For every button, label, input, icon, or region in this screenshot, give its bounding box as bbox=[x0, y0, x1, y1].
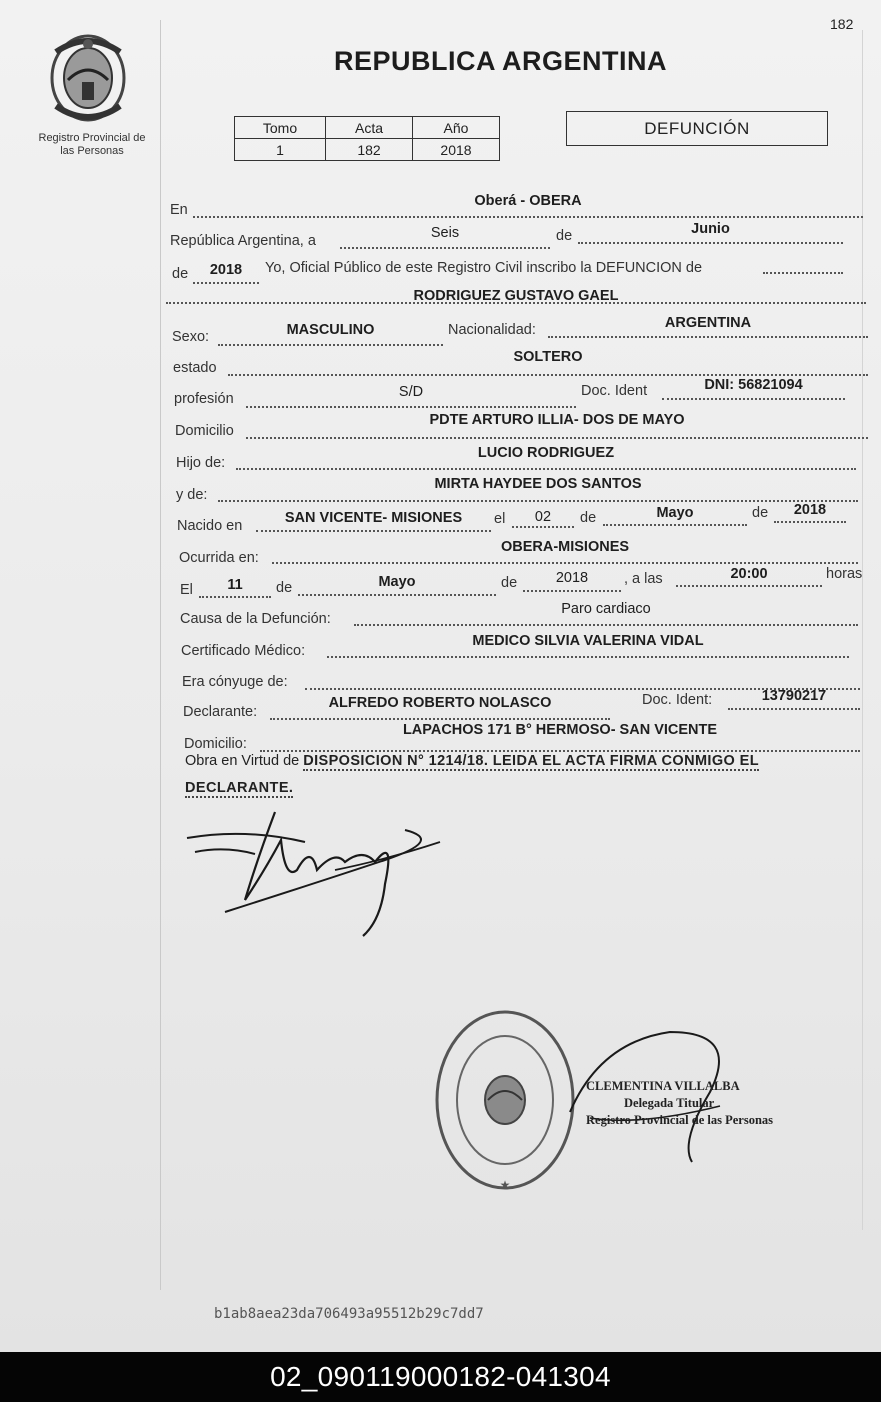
value-certificado: MEDICO SILVIA VALERINA VIDAL bbox=[472, 633, 704, 649]
dotted-line bbox=[256, 530, 491, 532]
value-dni: DNI: 56821094 bbox=[704, 377, 803, 393]
label-de: de bbox=[556, 228, 573, 244]
label-profesion: profesión bbox=[174, 391, 234, 407]
label-certificado: Certificado Médico: bbox=[181, 643, 306, 659]
dotted-line bbox=[603, 524, 747, 526]
svg-text:★: ★ bbox=[499, 1178, 511, 1192]
dotted-line bbox=[199, 596, 271, 598]
delegada-title: Delegada Titular bbox=[624, 1096, 715, 1110]
dotted-line bbox=[523, 590, 621, 592]
dotted-line bbox=[774, 521, 846, 523]
label-en: En bbox=[170, 202, 188, 218]
acta-header: Acta bbox=[326, 117, 413, 139]
right-margin-line bbox=[862, 30, 863, 1230]
document-hash: b1ab8aea23da706493a95512b29c7dd7 bbox=[214, 1306, 484, 1322]
dotted-line bbox=[193, 216, 863, 218]
official-seal-stamp bbox=[430, 1004, 580, 1200]
dotted-line bbox=[270, 718, 610, 720]
label-horas: horas bbox=[826, 566, 863, 582]
delegada-name: CLEMENTINA VILLALBA bbox=[586, 1079, 740, 1093]
delegada-org: Registro Provincial de las Personas bbox=[586, 1113, 774, 1127]
label-hijo-de: Hijo de: bbox=[176, 455, 226, 471]
value-padre: LUCIO RODRIGUEZ bbox=[477, 445, 615, 461]
value-profesion: S/D bbox=[398, 384, 424, 400]
value-nacido-anio: 2018 bbox=[793, 502, 827, 518]
label-estado: estado bbox=[173, 360, 217, 376]
label-de: de bbox=[172, 266, 189, 282]
value-domicilio: PDTE ARTURO ILLIA- DOS DE MAYO bbox=[429, 412, 685, 428]
value-obra-line2: DECLARANTE. bbox=[185, 780, 294, 796]
value-declarante-doc: 13790217 bbox=[761, 688, 827, 704]
dotted-line bbox=[246, 406, 576, 408]
province-crest-logo bbox=[46, 30, 130, 126]
value-nacido-dia: 02 bbox=[534, 509, 552, 525]
registro-line-1: Registro Provincial de bbox=[38, 132, 146, 144]
tomo-value: 1 bbox=[235, 139, 326, 161]
anio-value: 2018 bbox=[413, 139, 500, 161]
anio-header: Año bbox=[413, 117, 500, 139]
value-causa: Paro cardiaco bbox=[561, 601, 651, 617]
label-a-las: , a las bbox=[624, 571, 663, 587]
dotted-line bbox=[340, 247, 550, 249]
value-def-mes: Mayo bbox=[378, 574, 416, 590]
declarant-signature bbox=[185, 800, 455, 940]
label-ocurrida-en: Ocurrida en: bbox=[179, 550, 259, 566]
value-nacido-mes: Mayo bbox=[656, 505, 694, 521]
dotted-line bbox=[728, 708, 860, 710]
label-domicilio: Domicilio bbox=[175, 423, 234, 439]
acta-value: 182 bbox=[326, 139, 413, 161]
footer-code: 02_090119000182-041304 bbox=[270, 1361, 611, 1392]
document-type-box: DEFUNCIÓN bbox=[566, 111, 828, 146]
label-doc-ident-declarante: Doc. Ident: bbox=[642, 692, 713, 708]
value-lugar: Oberá - OBERA bbox=[474, 193, 582, 209]
dotted-line bbox=[676, 585, 822, 587]
obra-en-virtud-paragraph bbox=[185, 748, 875, 802]
label-el: el bbox=[494, 511, 506, 527]
label-declarante: Declarante: bbox=[183, 704, 258, 720]
value-obra-line1: DISPOSICION N° 1214/18. LEIDA EL ACTA FIRMA CONMIGO EL bbox=[303, 753, 759, 769]
tomo-header: Tomo bbox=[235, 117, 326, 139]
dotted-line bbox=[512, 526, 574, 528]
value-def-anio: 2018 bbox=[555, 570, 589, 586]
dotted-line bbox=[354, 624, 858, 626]
label-nacionalidad: Nacionalidad: bbox=[448, 322, 536, 338]
margin-line bbox=[160, 20, 161, 1290]
label-de: de bbox=[276, 580, 293, 596]
value-nacionalidad: ARGENTINA bbox=[664, 315, 752, 331]
dotted-line bbox=[578, 242, 843, 244]
label-causa: Causa de la Defunción: bbox=[180, 611, 331, 627]
dotted-line bbox=[298, 594, 496, 596]
dotted-line bbox=[236, 468, 856, 470]
dotted-line bbox=[662, 398, 845, 400]
value-declarante: ALFREDO ROBERTO NOLASCO bbox=[328, 695, 552, 711]
label-conyuge: Era cónyuge de: bbox=[182, 674, 288, 690]
label-obra: Obra en Virtud de bbox=[185, 753, 300, 769]
dotted-line bbox=[218, 500, 858, 502]
table-header-row bbox=[235, 117, 500, 139]
label-domicilio-declarante: Domicilio: bbox=[184, 736, 247, 752]
dotted-line bbox=[218, 344, 443, 346]
label-sexo: Sexo: bbox=[172, 329, 210, 345]
value-nombre: RODRIGUEZ GUSTAVO GAEL bbox=[413, 288, 619, 304]
value-dia: Seis bbox=[430, 225, 460, 241]
value-def-hora: 20:00 bbox=[730, 566, 768, 582]
delegada-stamp bbox=[586, 1078, 773, 1129]
value-madre: MIRTA HAYDEE DOS SANTOS bbox=[434, 476, 642, 492]
dotted-line bbox=[193, 282, 259, 284]
dotted-line bbox=[763, 272, 843, 274]
registro-line-2: las Personas bbox=[60, 145, 124, 157]
label-de: de bbox=[752, 505, 769, 521]
document-title: REPUBLICA ARGENTINA bbox=[334, 46, 667, 76]
label-y-de: y de: bbox=[176, 487, 208, 503]
label-nacido-en: Nacido en bbox=[177, 518, 243, 534]
value-declarante-domicilio: LAPACHOS 171 B° HERMOSO- SAN VICENTE bbox=[402, 722, 718, 738]
dotted-line bbox=[327, 656, 849, 658]
label-el-upper: El bbox=[180, 582, 193, 598]
value-nacido-lugar: SAN VICENTE- MISIONES bbox=[284, 510, 463, 526]
label-republica: República Argentina, a bbox=[170, 233, 316, 249]
value-anio: 2018 bbox=[209, 262, 243, 278]
label-de: de bbox=[501, 575, 518, 591]
footer-code-bar bbox=[0, 1352, 881, 1402]
dotted-line bbox=[228, 374, 868, 376]
dotted-line bbox=[246, 437, 868, 439]
dotted-line bbox=[272, 562, 858, 564]
tomo-acta-anio-table bbox=[234, 116, 500, 161]
value-estado: SOLTERO bbox=[513, 349, 583, 365]
registro-provincial-label bbox=[22, 132, 162, 158]
value-mes: Junio bbox=[691, 221, 730, 237]
value-def-dia: 11 bbox=[227, 577, 243, 593]
label-doc-ident: Doc. Ident bbox=[581, 383, 648, 399]
dotted-line bbox=[548, 336, 868, 338]
value-ocurrida: OBERA-MISIONES bbox=[500, 539, 630, 555]
value-sexo: MASCULINO bbox=[286, 322, 375, 338]
label-yo-oficial: Yo, Oficial Público de este Registro Civil inscribo la DEFUNCION de bbox=[265, 260, 703, 276]
label-de: de bbox=[580, 510, 597, 526]
table-value-row bbox=[235, 139, 500, 161]
page-number: 182 bbox=[830, 16, 854, 32]
